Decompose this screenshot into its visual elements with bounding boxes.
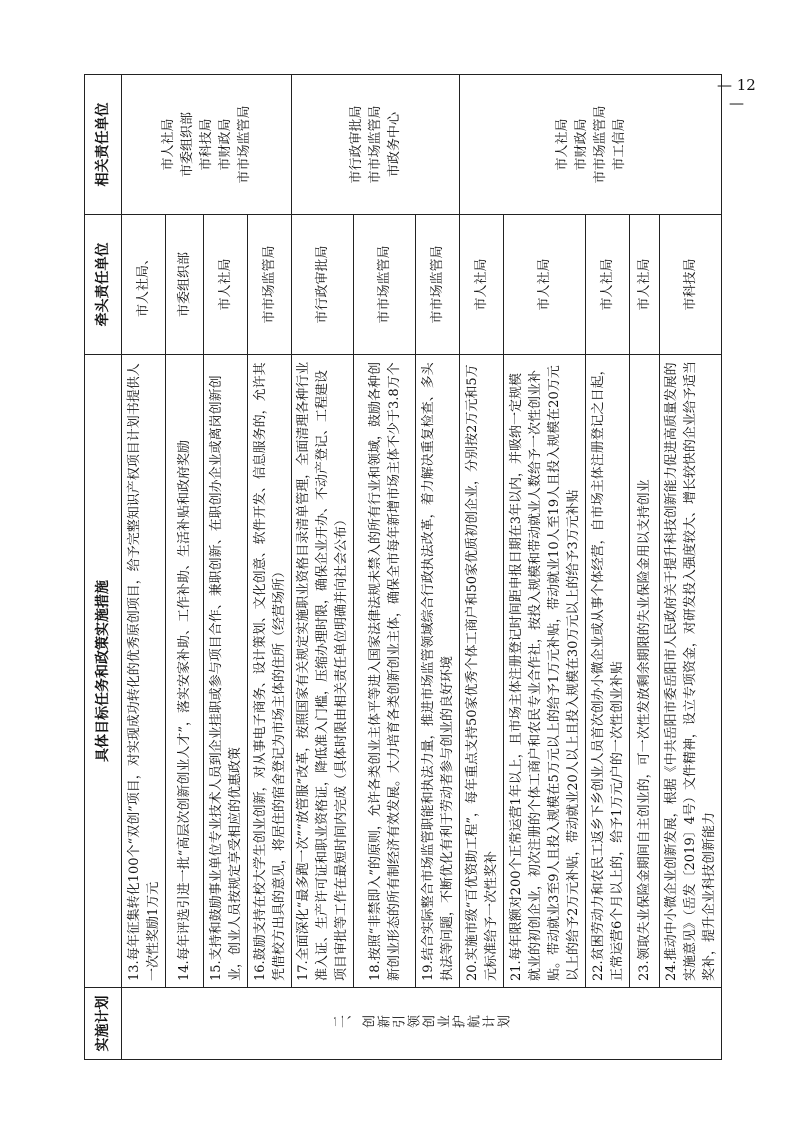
lead-unit-cell: 市市场监管局: [248, 215, 292, 355]
lead-unit-cell: 市人社局: [630, 215, 660, 355]
related-unit: 市市场监管局: [592, 105, 608, 184]
related-unit: 市委组织部: [180, 112, 195, 178]
table-row: [204, 75, 248, 1060]
lead-unit-cell: 市人社局: [586, 215, 630, 355]
related-units-cell: [460, 75, 722, 215]
related-unit: 市人社局: [554, 118, 570, 171]
task-cell: 14.每年评选引进一批“高层次创新创业人才”，落实安家补助、工作补助、生活补贴和政府奖励: [166, 355, 204, 988]
header-task: 具体目标任务和政策实施措施: [85, 355, 122, 988]
table-row: [504, 75, 586, 1060]
related-unit: 市人社局: [161, 118, 176, 171]
task-cell: 19.结合实际整合市场监管职能和执法力量，推进市场监管领域综合行政执法改革，着力解决重复检查、多头执法等问题，不断优化有利于劳动者参与创业的良好环境: [416, 355, 460, 988]
table-row: [166, 75, 204, 1060]
related-unit: 市市场监管局: [237, 105, 252, 184]
task-cell: 17.全面深化“最多跑一次”“放管服”改革，按照国家有关规定实施职业资格目录清单管理，全面清理各种行业准入证、生产许可证和职业资格证，降低准入门槛，压缩办理时限，确保企业开办、不动产登记、工程建设项目审批等工作在最短时间内完成（具体时限由相关责任单位明确并向社会公布）: [292, 355, 354, 988]
task-cell: 24.推动中小微企业创新发展，根据《中共岳阳市委岳阳市人民政府关于提升科技创新能力促进高质量发展的实施意见》（岳发〔2019〕4号）文件精神，设立专项资金，对研发投入强度较大、增长较快的企业给予适当奖补，提升企业科技创新能力: [660, 355, 722, 988]
table-row: [460, 75, 504, 1060]
page-number: — 12 —: [716, 76, 756, 112]
table-row: [660, 75, 722, 1060]
lead-unit-cell: 市人社局: [504, 215, 586, 355]
table-row: [248, 75, 292, 1060]
lead-unit-cell: 市人社局: [204, 215, 248, 355]
related-unit: 市财政局: [573, 118, 589, 171]
task-cell: 22.贫困劳动力和农民工返乡下乡创业人员首次创办小微企业或从事个体经营，自市场主体注册登记之日起，正常运营6个月以上的，给予1万元/户的一次性创业补贴: [586, 355, 630, 988]
task-cell: 21.每年限额对200个正常运营1年以上，且市场主体注册登记时间距申报日期在3年以内，并吸纳一定规模就业的初创企业，初次注册的个体工商户和农民专业合作社，按投入规模和带动就业人数给予一次性创业补贴。带动就业3至9人且投入规模在5万元以上的给予1万元补贴，带动就业10人至19人且投入规模在20万元以上的给予2万元补贴，带动就业20人以上且投入规模在30万元以上的给予3万元补贴: [504, 355, 586, 988]
lead-unit-cell: 市委组织部: [166, 215, 204, 355]
table-row: [354, 75, 416, 1060]
task-cell: 13.每年征集转化100个“双创”项目，对实现成功转化的优秀原创项目，给予完整知识产权项目计划书提供人一次性奖励1万元: [122, 355, 166, 988]
task-cell: 20.实施市级“百优资助工程”，每年重点支持50家优秀个体工商户和50家优质初创企业，分别按2万元和5万元标准给予一次性奖补: [460, 355, 504, 988]
table-header-row: [85, 75, 122, 1060]
header-plan: 实施计划: [85, 988, 122, 1060]
related-unit: 市市场监管局: [368, 105, 383, 184]
related-unit: 市政务中心: [387, 112, 402, 178]
task-cell: 15.支持和鼓励事业单位专业技术人员到企业挂职或参与项目合作、兼职创新、在职创办企业或离岗创新创业，创业人员按规定享受相应的优惠政策: [204, 355, 248, 988]
lead-unit-cell: 市市场监管局: [354, 215, 416, 355]
table-row: [292, 75, 354, 1060]
table-row: [416, 75, 460, 1060]
header-related-unit: 相关责任单位: [85, 75, 122, 215]
related-unit: 市科技局: [199, 118, 214, 171]
lead-unit-cell: 市人社局、: [122, 215, 166, 355]
lead-unit-cell: 市科技局: [660, 215, 722, 355]
lead-unit-cell: 市行政审批局: [292, 215, 354, 355]
implementation-plan-table: [84, 74, 722, 1060]
lead-unit-cell: 市人社局: [460, 215, 504, 355]
related-units-cell: [122, 75, 292, 215]
related-unit: 市行政审批局: [349, 105, 364, 184]
header-lead-unit: 牵头责任单位: [85, 215, 122, 355]
table-row: [122, 75, 166, 1060]
table-row: [586, 75, 630, 1060]
plan-name-cell: 二、创新引领创业护航计划: [122, 988, 722, 1060]
task-cell: 18.按照“非禁即入”的原则，允许各类创业主体平等进入国家法律法规未禁入的所有行业和领域，鼓励各种创新创业形态的所有制经济有效发展。大力培育各类创新创业主体，确保全市每年新增市场主体不少于3.8万个: [354, 355, 416, 988]
related-unit: 市财政局: [218, 118, 233, 171]
related-unit: 市工信局: [611, 118, 627, 171]
task-cell: 23.领取失业保险金期间自主创业的，可一次性发放剩余期限的失业保险金用以支持创业: [630, 355, 660, 988]
task-cell: 16.鼓励支持在校大学生创业创新，对从事电子商务、设计策划、文化创意、软件开发、信息服务的，允许其凭借校方出具的意见，将居住的宿舍登记为市场主体的住所（经营场所）: [248, 355, 292, 988]
table-row: [630, 75, 660, 1060]
related-units-cell: [292, 75, 460, 215]
lead-unit-cell: 市市场监管局: [416, 215, 460, 355]
